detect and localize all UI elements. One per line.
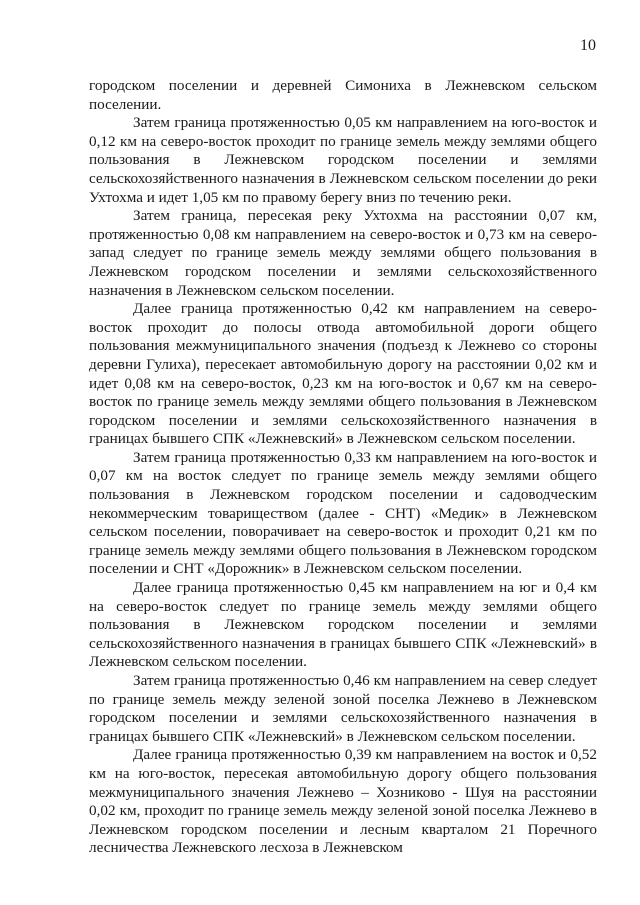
- document-body: [89, 77, 597, 858]
- paragraph-1: городском поселении и деревней Симониха в Лежневском сельском поселении.: [89, 77, 597, 113]
- paragraph-4: Далее граница протяженностью 0,42 км направлением на северо-восток проходит до полосы отвода автомобильной дороги общего пользования межмуниципального значения (подъезд к Лежнево со стороны деревни Гулиха), пересекает автомобильную дорогу на расстоянии 0,02 км и идет 0,08 км на северо-восток, 0,23 км на юго-восток и 0,67 км на северо-восток по границе земель между землями общего пользования в Лежневском городском поселении и землями сельскохозяйственного назначения в границах бывшего СПК «Лежневский» в Лежневском сельском поселении.: [89, 300, 597, 448]
- paragraph-5: Затем граница протяженностью 0,33 км направлением на юго-восток и 0,07 км на восток следует по границе земель между землями общего пользования в Лежневском городском поселении и садоводческим некоммерческим товариществом (далее - СНТ) «Медик» в Лежневском сельском поселении, поворачивает на северо-восток и проходит 0,21 км по границе земель между землями общего пользования в Лежневском городском поселении и СНТ «Дорожник» в Лежневском сельском поселении.: [89, 448, 597, 578]
- paragraph-2: Затем граница протяженностью 0,05 км направлением на юго-восток и 0,12 км на северо-восток проходит по границе земель между землями общего пользования в Лежневском городском поселении и землями сельскохозяйственного назначения в Лежневском сельском поселении до реки Ухтохма и идет 1,05 км по правому берегу вниз по течению реки.: [89, 114, 597, 206]
- paragraph-7: Затем граница протяженностью 0,46 км направлением на север следует по границе земель между зеленой зоной поселка Лежнево в Лежневском городском поселении и землями сельскохозяйственного назначения в границах бывшего СПК «Лежневский» в Лежневском сельском поселении.: [89, 672, 597, 745]
- paragraph-6: Далее граница протяженностью 0,45 км направлением на юг и 0,4 км на северо-восток следует по границе земель между землями общего пользования в Лежневском городском поселении и землями сельскохозяйственного назначения в границах бывшего СПК «Лежневский» в Лежневском сельском поселении.: [89, 579, 597, 671]
- page-number: 10: [580, 37, 596, 54]
- paragraph-3: Затем граница, пересекая реку Ухтохма на расстоянии 0,07 км, протяженностью 0,08 км направлением на северо-восток и 0,73 км на северо-запад следует по границе земель между землями общего пользования в Лежневском городском поселении и землями сельскохозяйственного назначения в Лежневском сельском поселении.: [89, 207, 597, 299]
- paragraph-8: Далее граница протяженностью 0,39 км направлением на восток и 0,52 км на юго-восток, пересекая автомобильную дорогу общего пользования межмуниципального значения Лежнево – Хозниково - Шуя на расстоянии 0,02 км, проходит по границе земель между зеленой зоной поселка Лежнево в Лежневском городском поселении и лесным кварталом 21 Поречного лесничества Лежневского лесхоза в Лежневском: [89, 746, 597, 857]
